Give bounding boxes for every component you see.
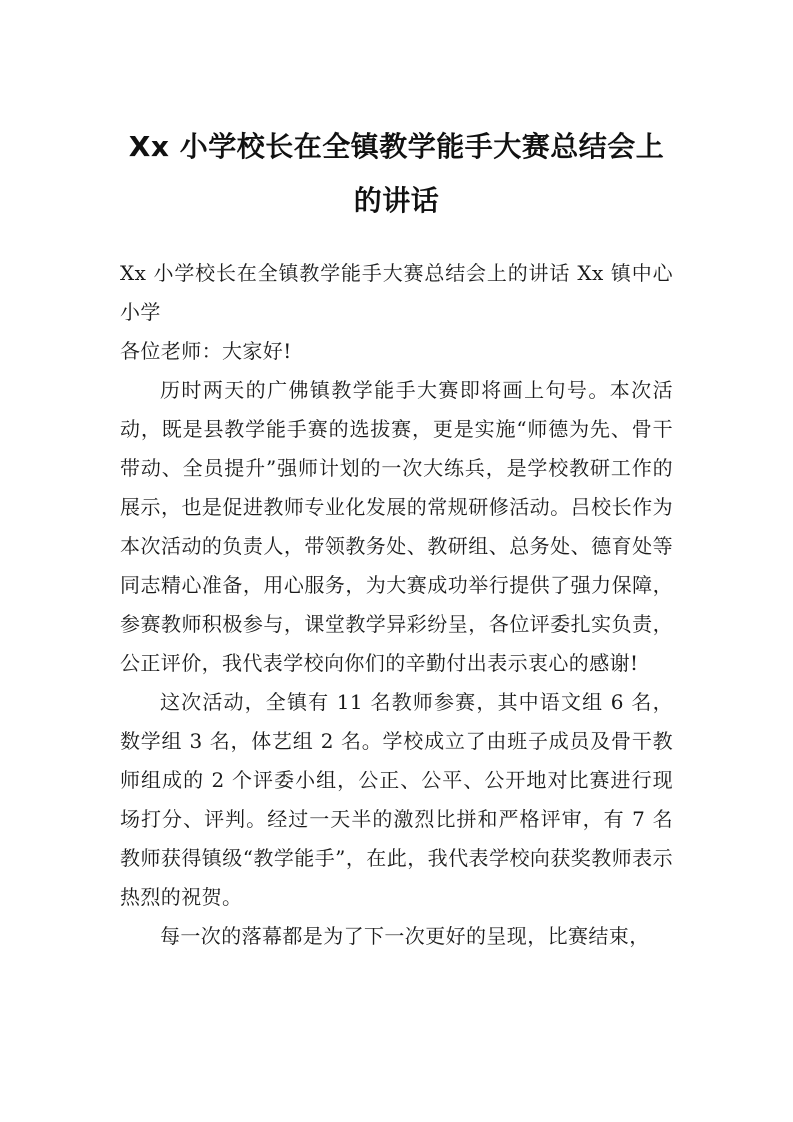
title-line-2: 的讲话 — [353, 184, 440, 217]
subtitle-line: Xx 小学校长在全镇教学能手大赛总结会上的讲话 Xx 镇中心小学 — [120, 261, 673, 324]
paragraph: 这次活动，全镇有 11 名教师参赛，其中语文组 6 名，数学组 3 名，体艺组 2 名。学校成立了由班子成员及骨干教师组成的 2 个评委小组，公正、公平、公开地对比赛进行现场打分、评判。经过一天半的激烈比拼和严格评审，有 7 名教师获得镇级“教学能手”，在此，我代表学校向获奖教师表示热烈的祝贺。 — [120, 690, 673, 909]
greeting: 各位老师：大家好! — [120, 339, 292, 363]
document-body — [120, 254, 673, 956]
paragraph: 历时两天的广佛镇教学能手大赛即将画上句号。本次活动，既是县教学能手赛的选拔赛，更是实施“师德为先、骨干带动、全员提升”强师计划的一次大练兵，是学校教研工作的展示，也是促进教师专业化发展的常规研修活动。吕校长作为本次活动的负责人，带领教务处、教研组、总务处、德育处等同志精心准备，用心服务，为大赛成功举行提供了强力保障，参赛教师积极参与，课堂教学异彩纷呈，各位评委扎实负责，公正评价，我代表学校向你们的辛勤付出表示衷心的感谢! — [120, 378, 673, 675]
document-title — [120, 120, 673, 228]
paragraph: 每一次的落幕都是为了下一次更好的呈现，比赛结束， — [160, 924, 650, 948]
title-line-1: Xx 小学校长在全镇教学能手大赛总结会上 — [128, 130, 665, 163]
